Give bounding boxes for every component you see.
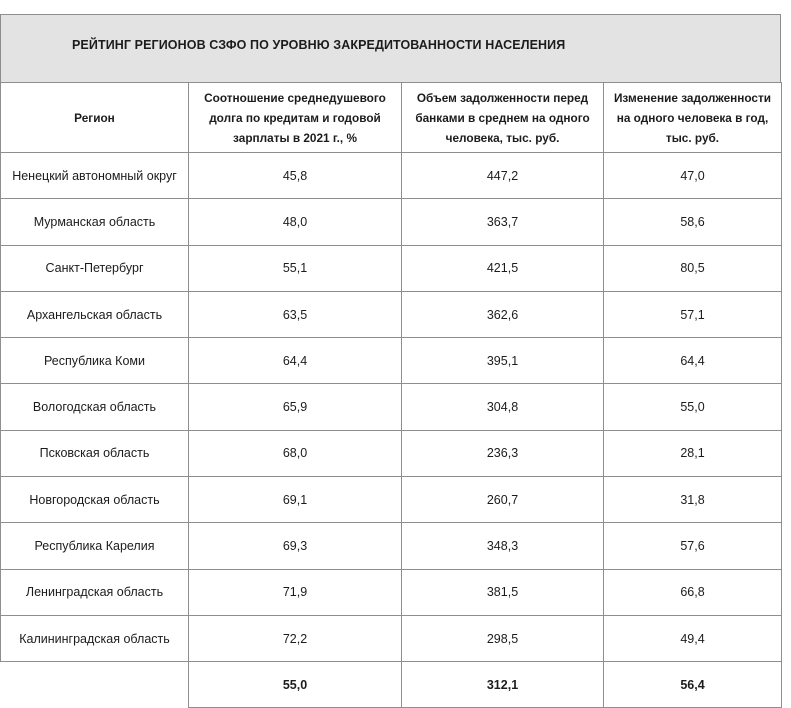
table-row [1,523,782,569]
region-cell: Ненецкий автономный округ [1,153,189,199]
debt-cell: 304,8 [402,384,604,430]
header-debt: Объем задолженности перед банками в среднем на одного человека, тыс. руб. [402,83,604,153]
ratio-cell: 48,0 [189,199,402,245]
total-row [1,662,782,708]
region-cell: Санкт-Петербург [1,245,189,291]
change-cell: 66,8 [604,569,782,615]
rating-table [0,82,782,708]
region-cell: Калининградская область [1,615,189,661]
ratio-cell: 71,9 [189,569,402,615]
region-cell: Республика Карелия [1,523,189,569]
table-row [1,477,782,523]
header-region: Регион [1,83,189,153]
debt-cell: 236,3 [402,430,604,476]
table-row [1,338,782,384]
ratio-cell: 63,5 [189,291,402,337]
table-title: РЕЙТИНГ РЕГИОНОВ СЗФО ПО УРОВНЮ ЗАКРЕДИТОВАННОСТИ НАСЕЛЕНИЯ [72,38,566,52]
region-cell: Республика Коми [1,338,189,384]
table-row [1,569,782,615]
title-bar [0,14,781,82]
ratio-cell: 55,1 [189,245,402,291]
debt-cell: 363,7 [402,199,604,245]
change-cell: 58,6 [604,199,782,245]
debt-cell: 348,3 [402,523,604,569]
region-cell: Архангельская область [1,291,189,337]
ratio-cell: 69,3 [189,523,402,569]
debt-cell: 381,5 [402,569,604,615]
ratio-cell: 65,9 [189,384,402,430]
debt-cell: 421,5 [402,245,604,291]
change-cell: 80,5 [604,245,782,291]
region-cell: Псковская область [1,430,189,476]
debt-cell: 298,5 [402,615,604,661]
region-cell: Ленинградская область [1,569,189,615]
table-row [1,291,782,337]
rating-table-frame [0,14,781,708]
table-body [1,153,782,708]
change-cell: 64,4 [604,338,782,384]
change-cell: 49,4 [604,615,782,661]
change-cell: 31,8 [604,477,782,523]
debt-cell: 260,7 [402,477,604,523]
ratio-cell: 64,4 [189,338,402,384]
total-ratio-cell: 55,0 [189,662,402,708]
region-cell: Вологодская область [1,384,189,430]
ratio-cell: 45,8 [189,153,402,199]
header-ratio: Соотношение среднедушевого долга по кредитам и годовой зарплаты в 2021 г., % [189,83,402,153]
change-cell: 57,6 [604,523,782,569]
table-row [1,199,782,245]
debt-cell: 447,2 [402,153,604,199]
change-cell: 57,1 [604,291,782,337]
region-cell: Мурманская область [1,199,189,245]
table-row [1,384,782,430]
table-row [1,615,782,661]
table-row [1,153,782,199]
change-cell: 55,0 [604,384,782,430]
total-debt-cell: 312,1 [402,662,604,708]
debt-cell: 395,1 [402,338,604,384]
total-region-cell [1,662,189,708]
change-cell: 28,1 [604,430,782,476]
total-change-cell: 56,4 [604,662,782,708]
table-row [1,245,782,291]
header-change: Изменение задолженности на одного человека в год, тыс. руб. [604,83,782,153]
ratio-cell: 69,1 [189,477,402,523]
header-row [1,83,782,153]
table-row [1,430,782,476]
change-cell: 47,0 [604,153,782,199]
ratio-cell: 72,2 [189,615,402,661]
ratio-cell: 68,0 [189,430,402,476]
region-cell: Новгородская область [1,477,189,523]
debt-cell: 362,6 [402,291,604,337]
